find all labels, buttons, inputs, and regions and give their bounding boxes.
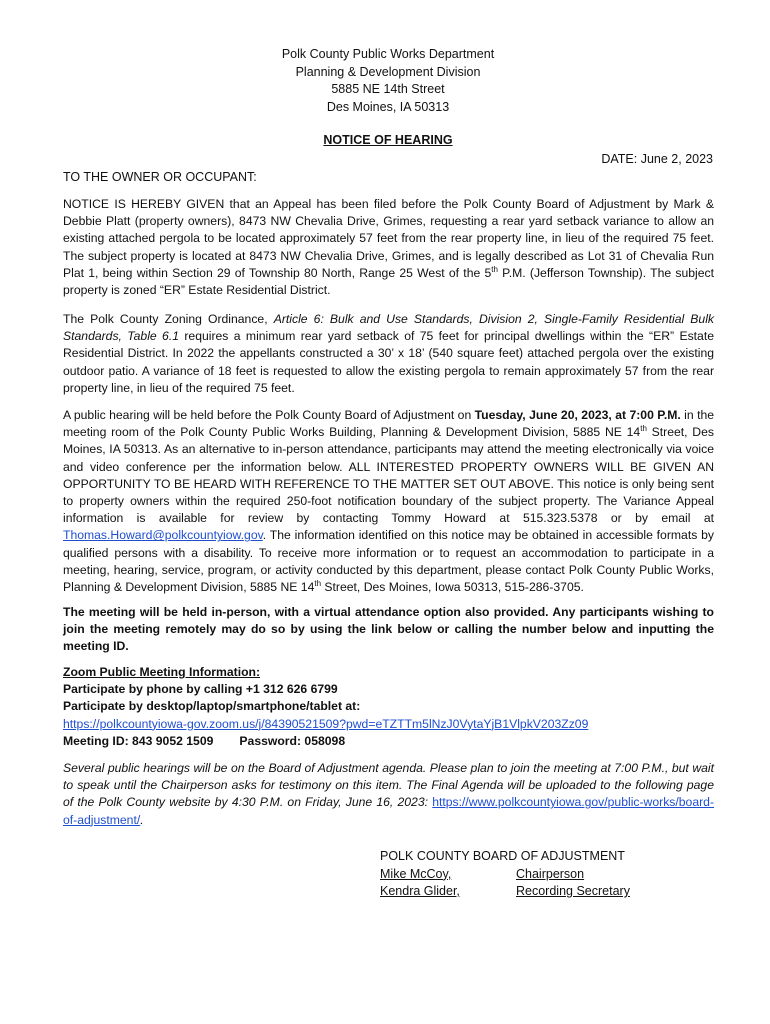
chairperson-title: Chairperson	[516, 866, 585, 881]
signature-row	[380, 883, 630, 901]
letterhead	[0, 46, 770, 116]
paragraph-appeal	[63, 196, 714, 299]
paragraph-hearing-text-a: A public hearing will be held before the Polk County Board of Adjustment on	[63, 408, 475, 422]
ordinance-citation: Article 6: Bulk and Use Standards, Division 2, Single-Family Residential Bulk Standards, Table 6.1	[63, 312, 715, 344]
paragraph-ordinance-text-b: requires a minimum rear yard setback of 75 feet for principal dwellings within the “ER” Estate Residential District. In 2022 the appellants constructed a 30’ x 18’ (540 square feet) attached pergola over the existing outdoor patio. A variance of 18 feet is requested to allow the existing pergola to remain approximately 57 from the rear property line, in lieu of the required 75 feet.	[63, 329, 714, 395]
zoom-credentials	[63, 733, 714, 750]
zoom-password: Password: 058098	[239, 733, 346, 748]
signature-block	[380, 848, 630, 901]
paragraph-agenda	[63, 760, 714, 829]
paragraph-meeting-format: The meeting will be held in-person, with a virtual attendance option also provided. Any participants wishing to join the meeting remotely may do so by using the link below or calling the number below and inputting the meeting ID.	[63, 605, 714, 654]
letterhead-street: 5885 NE 14th Street	[331, 82, 445, 96]
paragraph-hearing-text-c: Street, Des Moines, IA 50313. As an alternative to in-person attendance, participants may attend the meeting electronically via voice and video conference per the information below. ALL INTERESTED PROPERTY OWNERS WILL BE GIVEN AN OPPORTUNITY TO BE HEARD WITH REFERENCE TO THE MATTER SET OUT ABOVE. This notice is only being sent to property owners within the required 250-foot notification boundary of the subject property. The Variance Appeal information is available for review by contacting Tommy Howard at 515.323.5378 or by email at	[63, 425, 714, 526]
signature-row	[380, 866, 630, 884]
paragraph-agenda-text-a: Several public hearings will be on the Board of Adjustment agenda. Please plan to join the meeting at 7:00 P.M., but wait to speak until the Chairperson asks for testimony on this item. The Final Agenda will be uploaded to the following page of the Polk County website by 4:30 P.M. on Friday, June 16, 2023:	[63, 761, 714, 810]
secretary-name: Kendra Glider,	[380, 884, 460, 898]
zoom-device: Participate by desktop/laptop/smartphone/tablet at:	[63, 699, 361, 714]
zoom-info	[63, 664, 714, 750]
letterhead-department: Polk County Public Works Department	[281, 47, 495, 61]
letterhead-city: Des Moines, IA 50313	[326, 99, 450, 114]
hearing-datetime: Tuesday, June 20, 2023, at 7:00 P.M.	[474, 408, 681, 422]
paragraph-ordinance	[63, 311, 714, 397]
salutation: TO THE OWNER OR OCCUPANT:	[63, 170, 257, 184]
zoom-meeting-id: Meeting ID: 843 9052 1509	[63, 733, 214, 748]
chairperson-name: Mike McCoy,	[380, 866, 452, 881]
zoom-phone: Participate by phone by calling +1 312 626 6799	[63, 682, 338, 697]
ordinal-suffix: th	[314, 578, 322, 588]
paragraph-appeal-text-b: P.M. (Jefferson Township). The subject property is zoned “ER” Estate Residential District.	[63, 265, 714, 298]
notice-title: NOTICE OF HEARING	[323, 133, 453, 147]
board-name: POLK COUNTY BOARD OF ADJUSTMENT	[380, 849, 625, 863]
paragraph-appeal-text-a: NOTICE IS HEREBY GIVEN that an Appeal has been filed before the Polk County Board of Adjustment by Mark & Debbie Platt (property owners), 8473 NW Chevalia Drive, Grimes, requesting a rear yard setback variance to allow an existing attached pergola to be located approximately 57 feet from the rear property line, in lieu of the required 75 feet. The subject property is located at 8473 NW Chevalia Drive, Grimes, and is legally described as Lot 31 of Chevalia Run Plat 1, being within Section 29 of Township 80 North, Range 25 West of the 5	[63, 197, 714, 280]
agenda-page-link[interactable]: https://www.polkcountyiowa.gov/public-works/board-of-adjustment/	[63, 795, 714, 827]
notice-date: DATE: June 2, 2023	[601, 152, 713, 166]
zoom-meeting-link[interactable]: https://polkcountyiowa-gov.zoom.us/j/84390521509?pwd=eTZTTm5lNzJ0VytaYjB1VlpkV203Zz09	[63, 716, 589, 731]
paragraph-hearing-text-d: . The information identified on this notice may be obtained in accessible formats by qualified persons with a disability. To receive more information or to request an accommodation to participate in a meeting, hearing, service, program, or activity conducted by this department, please contact Polk County Public Works, Planning & Development Division, 5885 NE 14	[63, 528, 714, 595]
ordinal-suffix: th	[640, 424, 647, 434]
letterhead-division: Planning & Development Division	[295, 64, 481, 79]
secretary-title: Recording Secretary	[516, 884, 630, 898]
paragraph-hearing-text-e: Street, Des Moines, Iowa 50313, 515-286-3705.	[321, 580, 584, 595]
paragraph-hearing	[63, 407, 714, 596]
zoom-heading: Zoom Public Meeting Information:	[63, 665, 261, 679]
ordinal-suffix: th	[491, 264, 498, 274]
paragraph-hearing-text-b: in the meeting room of the Polk County Public Works Building, Planning & Development Division, 5885 NE 14	[63, 408, 715, 440]
contact-email-link[interactable]: Thomas.Howard@polkcountyiow.gov	[63, 528, 263, 543]
paragraph-ordinance-text-a: The Polk County Zoning Ordinance,	[63, 312, 274, 326]
paragraph-agenda-text-b: .	[140, 812, 144, 827]
